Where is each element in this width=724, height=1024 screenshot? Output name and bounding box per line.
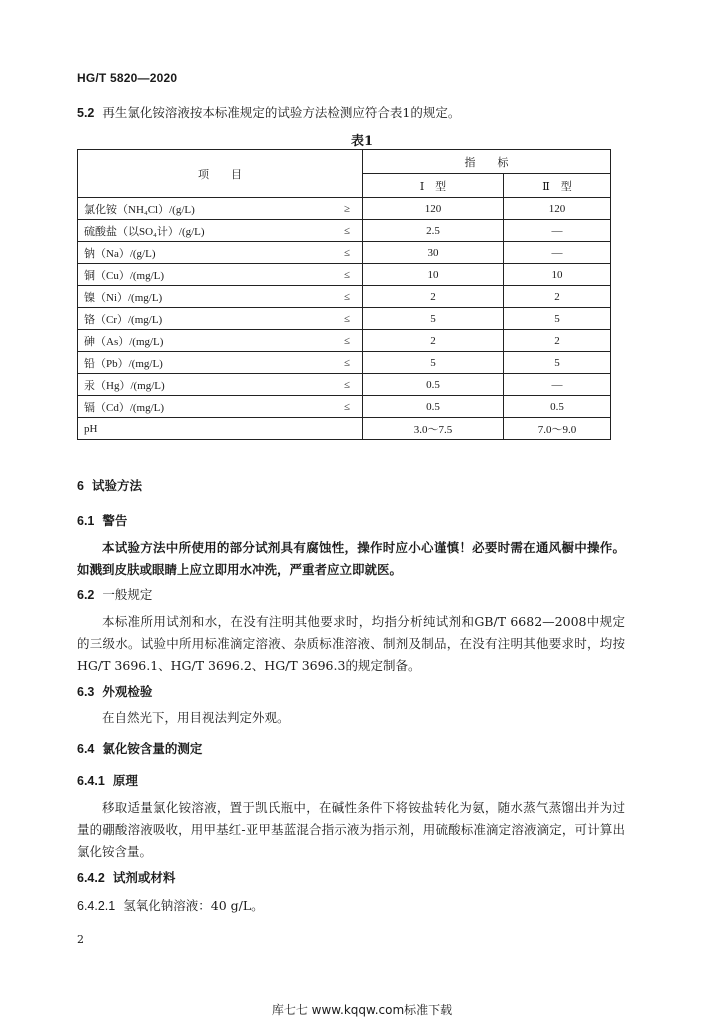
table-cell-symbol: ≤ <box>332 220 363 242</box>
table-cell-item: 铅（Pb）/(mg/L) <box>78 352 333 374</box>
table-row <box>78 330 611 352</box>
footer-watermark-text: 库七七 www.kqqw.com标准下载 <box>271 1003 453 1017</box>
table-cell-symbol: ≤ <box>332 286 363 308</box>
clause-number: 6.4.2.1 <box>77 899 116 913</box>
table-row <box>78 286 611 308</box>
table-cell-type1: 0.5 <box>363 374 504 396</box>
document-code-header: HG/T 5820—2020 <box>77 71 178 85</box>
principle-paragraph: 移取适量氯化铵溶液，置于凯氏瓶中，在碱性条件下将铵盐转化为氨，随水蒸气蒸馏出并为过量的硼酸溶液吸收，用甲基红-亚甲基蓝混合指示液为指示剂，用硫酸标准滴定溶液滴定，可计算出氯化铵含量。 <box>77 800 625 859</box>
page-number: 2 <box>77 933 84 946</box>
table-cell-symbol: ≤ <box>332 396 363 418</box>
table-cell-type1: 30 <box>363 242 504 264</box>
specification-table <box>77 149 611 440</box>
table-header-type2: Ⅱ 型 <box>504 174 611 198</box>
clause-5-2 <box>77 103 460 121</box>
table-cell-symbol <box>332 418 363 440</box>
table-header-index: 指 标 <box>363 150 611 174</box>
table-row <box>78 198 611 220</box>
table-cell-item: 硫酸盐（以SO₄计）/(g/L) <box>78 220 333 242</box>
section-title: 外观检验 <box>102 684 153 699</box>
table-row <box>78 242 611 264</box>
table-cell-type2: 7.0～9.0 <box>504 418 611 440</box>
table-cell-type2: 0.5 <box>504 396 611 418</box>
table-cell-item: 汞（Hg）/(mg/L) <box>78 374 333 396</box>
section-6-4-heading <box>77 739 202 757</box>
section-title: 警告 <box>102 513 128 528</box>
section-number: 6.4.1 <box>77 774 105 788</box>
table-cell-item: 氯化铵（NH₄Cl）/(g/L) <box>78 198 333 220</box>
table-cell-symbol: ≤ <box>332 242 363 264</box>
table-cell-type2: 2 <box>504 286 611 308</box>
section-title: 原理 <box>112 773 138 788</box>
section-6-4-2-heading <box>77 868 175 886</box>
table-cell-symbol: ≤ <box>332 374 363 396</box>
table-cell-item: 铜（Cu）/(mg/L) <box>78 264 333 286</box>
section-title: 一般规定 <box>102 587 153 602</box>
table-row <box>78 352 611 374</box>
section-6-heading <box>77 476 142 494</box>
table-row <box>78 418 611 440</box>
section-title: 氯化铵含量的测定 <box>102 741 203 756</box>
section-number: 6.4.2 <box>77 871 105 885</box>
table-title: 表1 <box>350 134 374 149</box>
table-header-type1: Ⅰ 型 <box>363 174 504 198</box>
table-cell-type1: 0.5 <box>363 396 504 418</box>
section-number: 6.4 <box>77 742 95 756</box>
general-rules-paragraph: 本标准所用试剂和水，在没有注明其他要求时，均指分析纯试剂和GB/T 6682—2008中规定的三级水。试验中所用标准滴定溶液、杂质标准溶液、制剂及制品，在没有注明其他要求时，均按HG/T 3696.1、HG/T 3696.2、HG/T 3696.3的规定制备。 <box>77 614 625 673</box>
section-6-2-heading <box>77 585 152 603</box>
table-cell-type1: 120 <box>363 198 504 220</box>
clause-number: 5.2 <box>77 106 95 120</box>
table-cell-type2: — <box>504 242 611 264</box>
section-title: 试验方法 <box>91 478 142 493</box>
table-row <box>78 220 611 242</box>
table-cell-item: 钠（Na）/(g/L) <box>78 242 333 264</box>
appearance-paragraph: 在自然光下，用目视法判定外观。 <box>102 710 290 725</box>
clause-text: 氢氧化钠溶液：40 g/L。 <box>123 898 264 913</box>
table-cell-item: 镉（Cd）/(mg/L) <box>78 396 333 418</box>
table-cell-type1: 5 <box>363 352 504 374</box>
section-6-4-1-heading <box>77 771 138 789</box>
table-row <box>78 264 611 286</box>
table-cell-type1: 2 <box>363 330 504 352</box>
table-cell-type1: 5 <box>363 308 504 330</box>
table-cell-item: 砷（As）/(mg/L) <box>78 330 333 352</box>
table-cell-symbol: ≥ <box>332 198 363 220</box>
table-cell-item: 铬（Cr）/(mg/L) <box>78 308 333 330</box>
table-cell-type2: 2 <box>504 330 611 352</box>
table-row <box>78 396 611 418</box>
table-cell-type1: 2.5 <box>363 220 504 242</box>
section-title: 试剂或材料 <box>112 870 176 885</box>
table-cell-symbol: ≤ <box>332 308 363 330</box>
section-number: 6.3 <box>77 685 95 699</box>
table-cell-type2: 5 <box>504 352 611 374</box>
table-cell-type1: 2 <box>363 286 504 308</box>
table-row <box>78 308 611 330</box>
section-number: 6.2 <box>77 588 95 602</box>
table-cell-type2: 5 <box>504 308 611 330</box>
table-cell-type2: 10 <box>504 264 611 286</box>
table-header-item: 项 目 <box>78 150 363 198</box>
table-cell-type1: 10 <box>363 264 504 286</box>
table-cell-symbol: ≤ <box>332 264 363 286</box>
table-cell-type2: — <box>504 374 611 396</box>
table-cell-type1: 3.0～7.5 <box>363 418 504 440</box>
section-6-1-heading <box>77 511 127 529</box>
table-cell-item: 镍（Ni）/(mg/L) <box>78 286 333 308</box>
clause-6-4-2-1 <box>77 896 264 914</box>
clause-text: 再生氯化铵溶液按本标准规定的试验方法检测应符合表1的规定。 <box>102 105 461 120</box>
table-row <box>78 374 611 396</box>
section-number: 6 <box>77 479 84 493</box>
section-number: 6.1 <box>77 514 95 528</box>
section-6-3-heading <box>77 682 152 700</box>
table-cell-symbol: ≤ <box>332 352 363 374</box>
table-cell-symbol: ≤ <box>332 330 363 352</box>
table-cell-item: pH <box>78 418 333 440</box>
table-cell-type2: 120 <box>504 198 611 220</box>
warning-paragraph: 本试验方法中所使用的部分试剂具有腐蚀性，操作时应小心谨慎！必要时需在通风橱中操作。如溅到皮肤或眼睛上应立即用水冲洗，严重者应立即就医。 <box>77 540 625 577</box>
table-cell-type2: — <box>504 220 611 242</box>
table-body <box>78 198 611 440</box>
